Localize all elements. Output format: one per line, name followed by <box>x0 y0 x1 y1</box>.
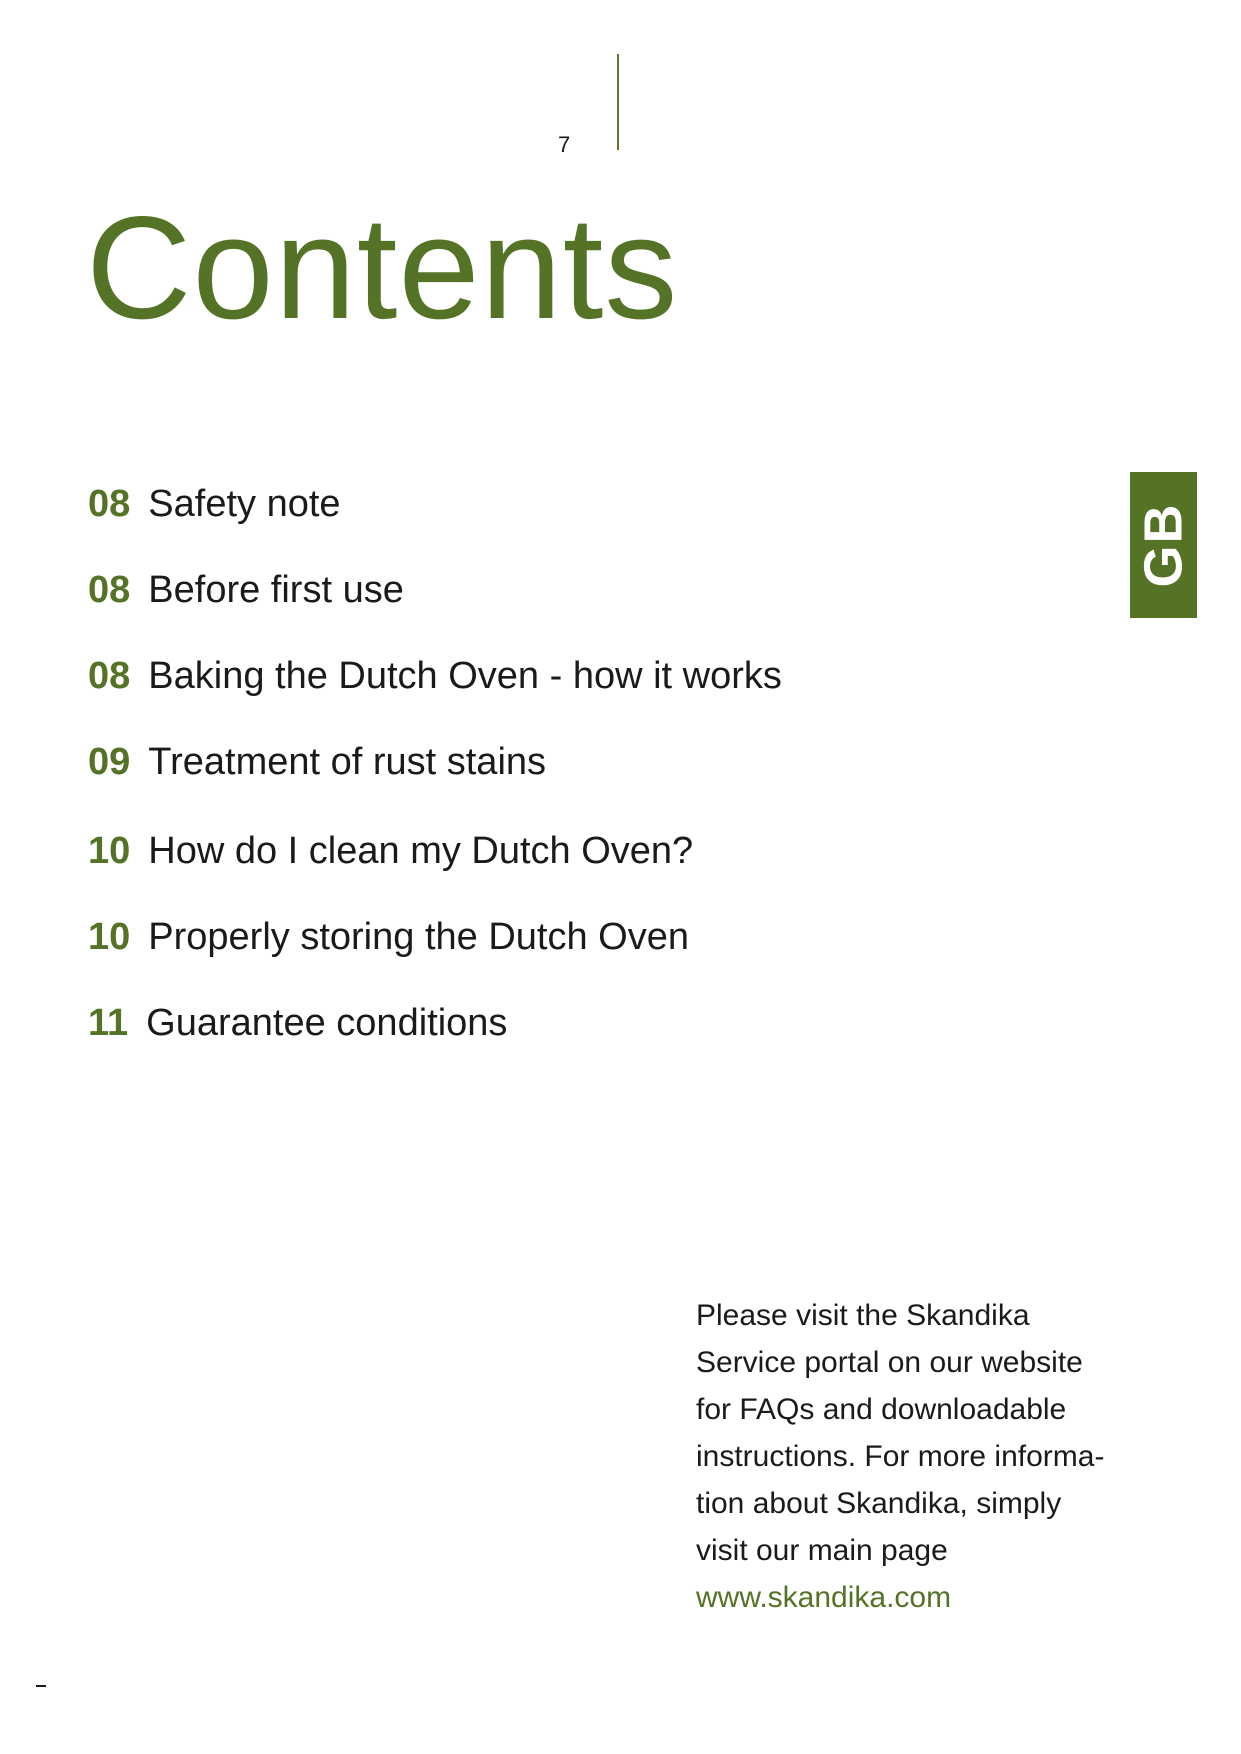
toc-page-number: 11 <box>88 1002 129 1044</box>
toc-page-number: 09 <box>88 741 131 783</box>
toc-page-number: 10 <box>88 916 131 958</box>
toc-title: Treatment of rust stains <box>148 741 547 783</box>
service-note <box>696 1292 1156 1621</box>
toc-item-cleaning[interactable] <box>88 832 693 870</box>
language-tab-label: GB <box>1133 502 1194 588</box>
page-number: 7 <box>558 132 571 157</box>
toc-title: Before first use <box>148 569 404 611</box>
toc-item-guarantee[interactable] <box>88 1004 507 1042</box>
header-divider <box>617 54 619 150</box>
toc-item-before-first-use[interactable] <box>88 571 404 609</box>
service-note-line: for FAQs and downloadable <box>696 1393 1067 1426</box>
toc-title: How do I clean my Dutch Oven? <box>148 830 694 872</box>
toc-item-rust-stains[interactable] <box>88 743 546 781</box>
toc-page-number: 10 <box>88 830 131 872</box>
service-note-line: visit our main page <box>696 1534 948 1567</box>
service-note-line: tion about Skandika, simply <box>696 1487 1062 1520</box>
toc-item-storing[interactable] <box>88 918 689 956</box>
service-note-line: instructions. For more informa- <box>696 1440 1105 1473</box>
corner-mark <box>36 1685 46 1687</box>
page-title: Contents <box>86 186 679 349</box>
language-tab <box>1130 472 1197 618</box>
toc-title: Guarantee conditions <box>146 1002 508 1044</box>
toc-title: Baking the Dutch Oven - how it works <box>148 655 782 697</box>
website-link[interactable]: www.skandika.com <box>696 1581 952 1614</box>
toc-page-number: 08 <box>88 655 131 697</box>
service-note-line: Please visit the Skandika <box>696 1299 1030 1332</box>
service-note-line: Service portal on our website <box>696 1346 1083 1379</box>
toc-item-baking[interactable] <box>88 657 782 695</box>
toc-title: Safety note <box>148 483 341 525</box>
toc-title: Properly storing the Dutch Oven <box>148 916 689 958</box>
toc-page-number: 08 <box>88 483 131 525</box>
toc-page-number: 08 <box>88 569 131 611</box>
toc-item-safety-note[interactable] <box>88 485 341 523</box>
